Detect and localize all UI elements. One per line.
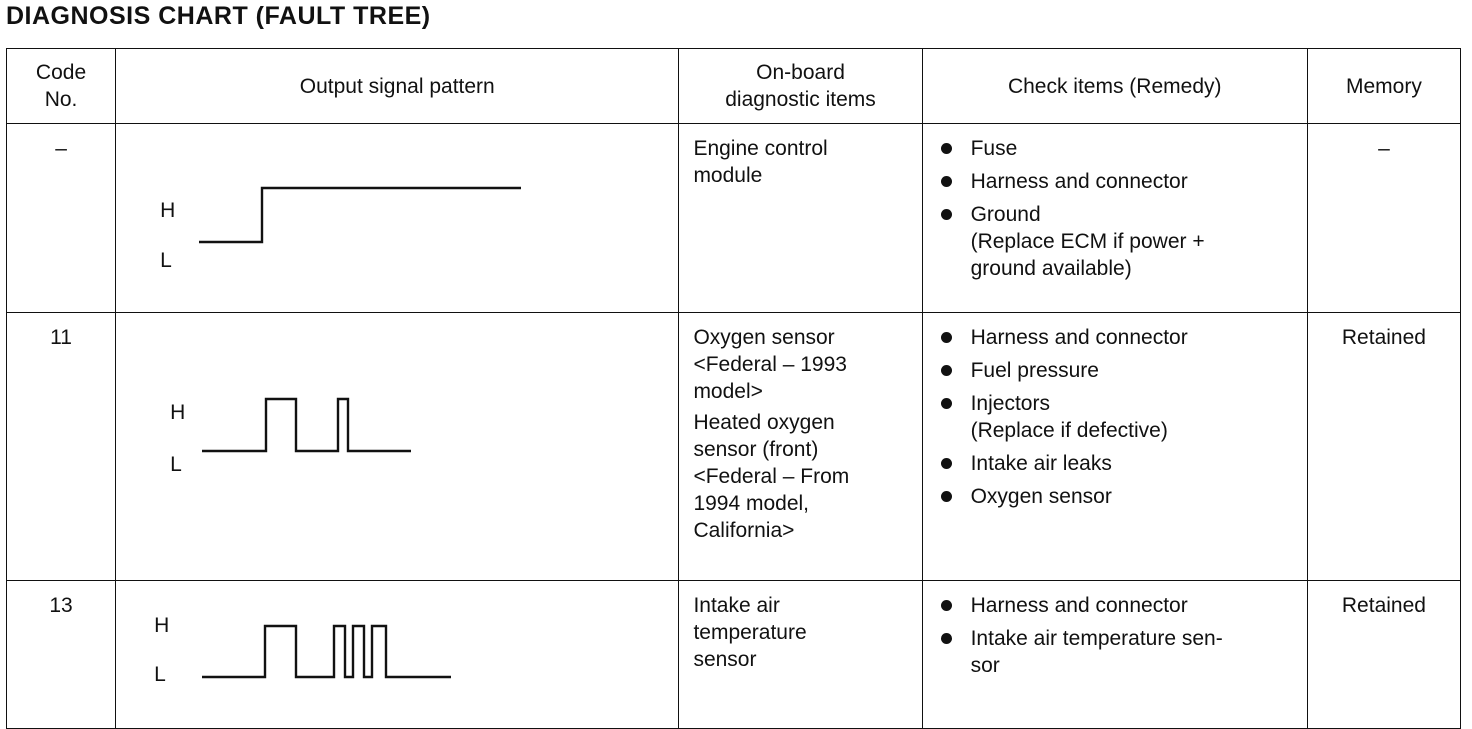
diagnosis-table xyxy=(6,48,1461,729)
memory-cell: Retained xyxy=(1307,581,1460,729)
bullet-icon xyxy=(941,398,952,409)
diagnostic-item-cell xyxy=(679,313,922,581)
memory-cell: – xyxy=(1307,124,1460,313)
signal-waveform xyxy=(116,313,679,563)
check-items-cell xyxy=(922,313,1307,581)
diagnostic-item: Oxygen sensor <Federal – 1993 model> xyxy=(693,326,847,403)
check-item-note: (Replace ECM if power + ground available) xyxy=(970,230,1205,280)
signal-pattern-cell xyxy=(116,313,679,581)
signal-high-label: H xyxy=(154,614,170,637)
check-item-text: Fuse xyxy=(970,137,1018,160)
bullet-icon xyxy=(941,633,952,644)
diagnostic-item-cell xyxy=(679,581,922,729)
check-item xyxy=(939,168,1301,195)
check-item-note: (Replace if defective) xyxy=(970,419,1168,442)
bullet-icon xyxy=(941,332,952,343)
check-list xyxy=(939,592,1301,679)
bullet-icon xyxy=(941,491,952,502)
header-row xyxy=(7,49,1461,124)
diagnostic-item: Intake air temperature sensor xyxy=(693,594,807,671)
bullet-icon xyxy=(941,143,952,154)
check-items-cell xyxy=(922,124,1307,313)
signal-waveform xyxy=(116,124,679,295)
signal-low-label: L xyxy=(160,249,172,272)
code-cell: 11 xyxy=(7,313,116,581)
diagnostic-item: Heated oxygen sensor (front) <Federal – From 1994 model, California> xyxy=(693,411,850,542)
check-item-text: Intake air temperature sen- sor xyxy=(970,627,1223,677)
check-item xyxy=(939,135,1301,162)
diagnostic-item-cell xyxy=(679,124,922,313)
header-code: Code No. xyxy=(7,49,116,124)
bullet-icon xyxy=(941,365,952,376)
bullet-icon xyxy=(941,176,952,187)
bullet-icon xyxy=(941,600,952,611)
table-row xyxy=(7,313,1461,581)
table-row xyxy=(7,124,1461,313)
check-item xyxy=(939,324,1301,351)
header-memory: Memory xyxy=(1307,49,1460,124)
signal-low-label: L xyxy=(170,453,182,476)
check-item-text: Harness and connector xyxy=(970,594,1188,617)
check-items-cell xyxy=(922,581,1307,729)
check-item-text: Injectors xyxy=(970,392,1050,415)
signal-pattern-cell xyxy=(116,124,679,313)
signal-trace xyxy=(202,399,411,451)
check-item-text: Harness and connector xyxy=(970,326,1188,349)
check-item xyxy=(939,625,1301,679)
header-diagnostic: On-board diagnostic items xyxy=(679,49,922,124)
check-item xyxy=(939,357,1301,384)
signal-waveform xyxy=(116,581,679,711)
header-check: Check items (Remedy) xyxy=(922,49,1307,124)
check-item xyxy=(939,390,1301,444)
signal-high-label: H xyxy=(160,199,176,222)
bullet-icon xyxy=(941,209,952,220)
check-item-text: Intake air leaks xyxy=(970,452,1112,475)
page-title: DIAGNOSIS CHART (FAULT TREE) xyxy=(6,2,431,30)
check-item-text: Harness and connector xyxy=(970,170,1188,193)
signal-pattern-cell xyxy=(116,581,679,729)
check-item xyxy=(939,450,1301,477)
bullet-icon xyxy=(941,458,952,469)
header-pattern: Output signal pattern xyxy=(116,49,679,124)
check-item xyxy=(939,592,1301,619)
check-list xyxy=(939,135,1301,282)
signal-trace xyxy=(202,626,451,677)
memory-cell: Retained xyxy=(1307,313,1460,581)
check-item xyxy=(939,201,1301,282)
signal-low-label: L xyxy=(154,663,166,686)
signal-trace xyxy=(199,188,521,242)
check-list xyxy=(939,324,1301,510)
code-cell: 13 xyxy=(7,581,116,729)
check-item-text: Ground xyxy=(970,203,1041,226)
check-item-text: Oxygen sensor xyxy=(970,485,1112,508)
signal-high-label: H xyxy=(170,401,186,424)
code-cell: – xyxy=(7,124,116,313)
check-item-text: Fuel pressure xyxy=(970,359,1099,382)
check-item xyxy=(939,483,1301,510)
table-row xyxy=(7,581,1461,729)
diagnostic-item: Engine control module xyxy=(693,137,828,187)
